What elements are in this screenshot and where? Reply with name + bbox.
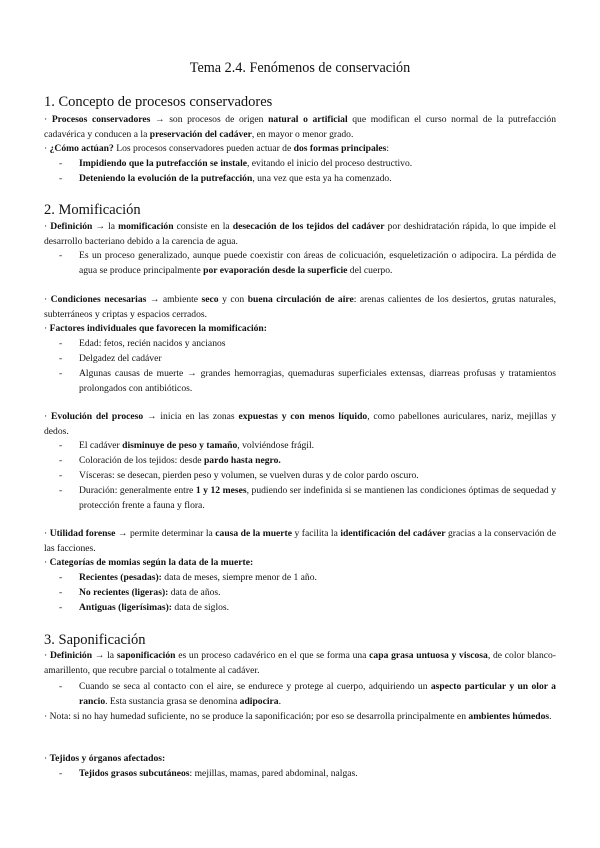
- paragraph: · Condiciones necesarias → ambiente seco y con buena circulación de aire: arenas calientes de los desiertos, grutas naturales, subterráneos y criptas y espacios cerrados.: [44, 294, 556, 320]
- paragraph: · Definición → la momificación consiste en la desecación de los tejidos del cadáver por deshidratación rápida, lo que impide el desarrollo bacteriano debido a la carencia de agua.: [44, 221, 557, 247]
- section-heading-3: 3. Saponificación: [44, 632, 146, 648]
- paragraph: · Tejidos y órganos afectados:: [44, 753, 166, 764]
- paragraph: · ¿Cómo actúan? Los procesos conservadores pueden actuar de dos formas principales:: [44, 143, 390, 154]
- list-item: - Coloración de los tejidos: desde pardo hasta negro.: [59, 455, 281, 466]
- section-heading-2: 2. Momificación: [44, 202, 141, 218]
- list-item: - El cadáver disminuye de peso y tamaño, volviéndose frágil.: [59, 440, 315, 451]
- paragraph: · Factores individuales que favorecen la momificación:: [44, 323, 267, 334]
- section-heading-1: 1. Concepto de procesos conservadores: [44, 94, 273, 110]
- list-item: - Deteniendo la evolución de la putrefacción, una vez que esta ya ha comenzado.: [59, 173, 392, 184]
- list-item: - Es un proceso generalizado, aunque puede coexistir con áreas de colicuación, esqueletización o adipocira. La pérdida de agua se produce principalmente por evaporación desde la superficie del cuerpo.: [59, 250, 556, 276]
- list-item: - Antiguas (ligerísimas): data de siglos.: [59, 602, 230, 613]
- list-item: - Vísceras: se desecan, pierden peso y volumen, se vuelven duras y de color pardo oscuro.: [59, 470, 419, 481]
- paragraph: · Categorías de momias según la data de la muerte:: [44, 557, 254, 568]
- list-item: - Tejidos grasos subcutáneos: mejillas, mamas, pared abdominal, nalgas.: [59, 768, 358, 779]
- paragraph: · Procesos conservadores → son procesos de origen natural o artificial que modifican el curso normal de la putrefacción cadavérica y conducen a la preservación del cadáver, en mayor o menor grado.: [44, 114, 557, 140]
- list-item: - Delgadez del cadáver: [59, 353, 162, 364]
- list-item: - Edad: fetos, recién nacidos y ancianos: [59, 338, 226, 349]
- list-item: - Duración: generalmente entre 1 y 12 meses, pudiendo ser indefinida si se mantienen las condiciones óptimas de sequedad y protección frente a fauna y flora.: [59, 485, 556, 511]
- page-title: Tema 2.4. Fenómenos de conservación: [189, 60, 411, 76]
- paragraph: · Definición → la saponificación es un proceso cadavérico en el que se forma una capa grasa untuosa y viscosa, de color blanco-amarillento, que recubre parcial o totalmente al cadáver.: [44, 650, 556, 676]
- paragraph: · Utilidad forense → permite determinar la causa de la muerte y facilita la identificación del cadáver gracias a la conservación de las facciones.: [44, 528, 556, 554]
- paragraph: · Nota: si no hay humedad suficiente, no se produce la saponificación; por eso se desarrolla principalmente en ambientes húmedos.: [44, 711, 552, 722]
- list-item: - Algunas causas de muerte → grandes hemorragias, quemaduras superficiales extensas, diarreas profusas y tratamientos prolongados con antibióticos.: [59, 368, 556, 394]
- list-item: - Impidiendo que la putrefacción se instale, evitando el inicio del proceso destructivo.: [59, 158, 413, 169]
- list-item: - Recientes (pesadas): data de meses, siempre menor de 1 año.: [59, 572, 317, 583]
- list-item: - Cuando se seca al contacto con el aire, se endurece y protege al cuerpo, adquiriendo un aspecto particular y un olor a rancio. Esta sustancia grasa se denomina adipocira.: [59, 681, 556, 707]
- paragraph: · Evolución del proceso → inicia en las zonas expuestas y con menos líquido, como pabellones auriculares, nariz, mejillas y dedos.: [44, 411, 557, 437]
- list-item: - No recientes (ligeras): data de años.: [59, 587, 221, 598]
